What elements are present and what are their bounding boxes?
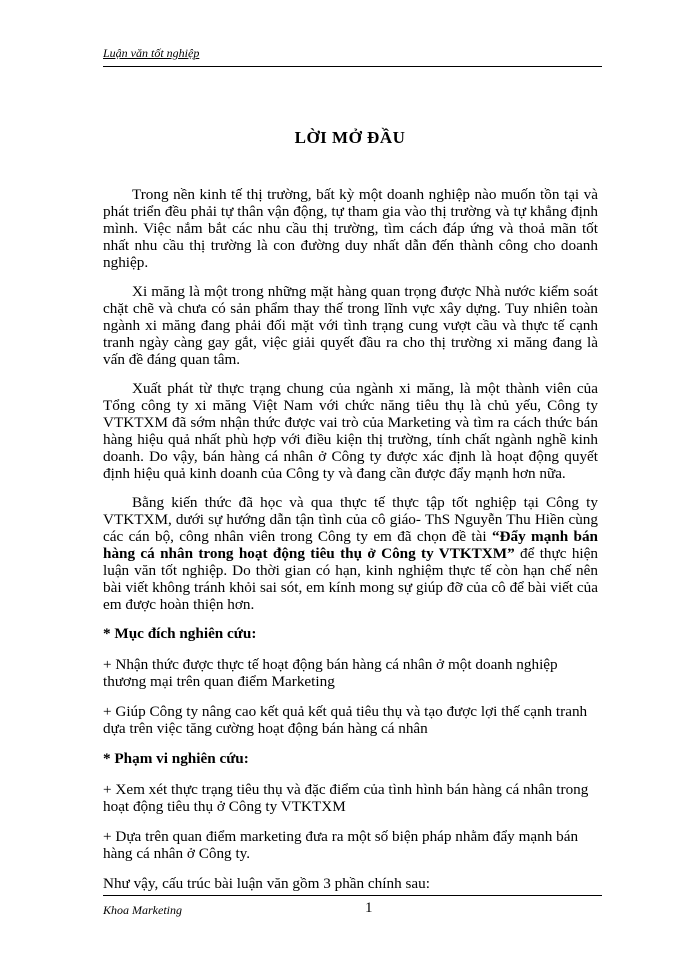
paragraph-4-before: Bằng kiến thức đã học và qua thực tế thực tập tốt nghiệp tại Công ty VTKTXM, dưới sự hướng dẫn tận tình của cô giáo- ThS Nguyễn Thu Hiền cùng các cán bộ, công nhân viên trong Công ty em đã chọn đề tài bbox=[103, 494, 598, 545]
scope-item: + Dựa trên quan điểm marketing đưa ra một số biện pháp nhằm đẩy mạnh bán hàng cá nhân ở Công ty. bbox=[103, 828, 579, 862]
thesis-topic: “Đẩy mạnh bán hàng cá nhân trong hoạt động tiêu thụ ở Công ty VTKTXM” bbox=[103, 528, 599, 562]
paragraph-1: Trong nền kinh tế thị trường, bất kỳ một doanh nghiệp nào muốn tồn tại và phát triển đều phải tự thân vận động, tự tham gia vào thị trường và tự khẳng định mình. Việc nắm bắt các nhu cầu thị trường, tìm cách đáp ứng và thoả mãn tốt nhất nhu cầu thị trường là con đường duy nhất dẫn đến thành công cho doanh nghiệp. bbox=[103, 186, 598, 271]
document-body bbox=[103, 186, 598, 905]
scope-item: + Xem xét thực trạng tiêu thụ và đặc điểm của tình hình bán hàng cá nhân trong hoạt động tiêu thụ ở Công ty VTKTXM bbox=[103, 781, 589, 815]
purpose-item: + Giúp Công ty nâng cao kết quả kết quả tiêu thụ và tạo được lợi thế cạnh tranh dựa trên việc tăng cường hoạt động bán hàng cá nhân bbox=[103, 703, 588, 737]
paragraph-4-after: để thực hiện luận văn tốt nghiệp. Do thời gian có hạn, kinh nghiệm thực tế còn hạn chế nên bài viết không tránh khỏi sai sót, em kính mong sự giúp đỡ của cô để bài viết của em được hoàn thiện hơn. bbox=[103, 545, 598, 613]
closing-line: Như vậy, cấu trúc bài luận văn gồm 3 phần chính sau: bbox=[103, 875, 430, 892]
section-heading-scope: * Phạm vi nghiên cứu: bbox=[103, 750, 249, 767]
section-heading-purpose: * Mục đích nghiên cứu: bbox=[103, 625, 257, 642]
header-rule bbox=[103, 66, 602, 67]
header-text: Luận văn tốt nghiệp bbox=[103, 46, 200, 60]
paragraph-3: Xuất phát từ thực trạng chung của ngành xi măng, là một thành viên của Tổng công ty xi măng Việt Nam với chức năng tiêu thụ là chủ yếu, Công ty VTKTXM đã sớm nhận thức được vai trò của Marketing và tìm ra cách thức bán hàng hiệu quả nhất phù hợp với điều kiện thị trường, tính chất ngành nghề kinh doanh. Do vậy, bán hàng cá nhân ở Công ty được xác định là hoạt động quyết định hiệu quả kinh doanh của Công ty và đang cần được đẩy mạnh hơn nữa. bbox=[103, 380, 598, 482]
paragraph-4 bbox=[103, 494, 598, 613]
footer-rule bbox=[103, 895, 602, 896]
paragraph-2: Xi măng là một trong những mặt hàng quan trọng được Nhà nước kiểm soát chặt chẽ và chưa có sản phẩm thay thế trong lĩnh vực xây dựng. Tuy nhiên toàn ngành xi măng đang phải đối mặt với tình trạng cung vượt cầu và thực tế cạnh tranh ngày càng gay gắt, việc giải quyết đầu ra cho thị trường xi măng đang là vấn đề đáng quan tâm. bbox=[103, 283, 598, 368]
footer-department: Khoa Marketing bbox=[103, 903, 182, 917]
page-number: 1 bbox=[365, 900, 373, 916]
page-title: LỜI MỞ ĐẦU bbox=[294, 128, 406, 147]
purpose-item: + Nhận thức được thực tế hoạt động bán hàng cá nhân ở một doanh nghiệp thương mại trên quan điểm Marketing bbox=[103, 656, 558, 690]
